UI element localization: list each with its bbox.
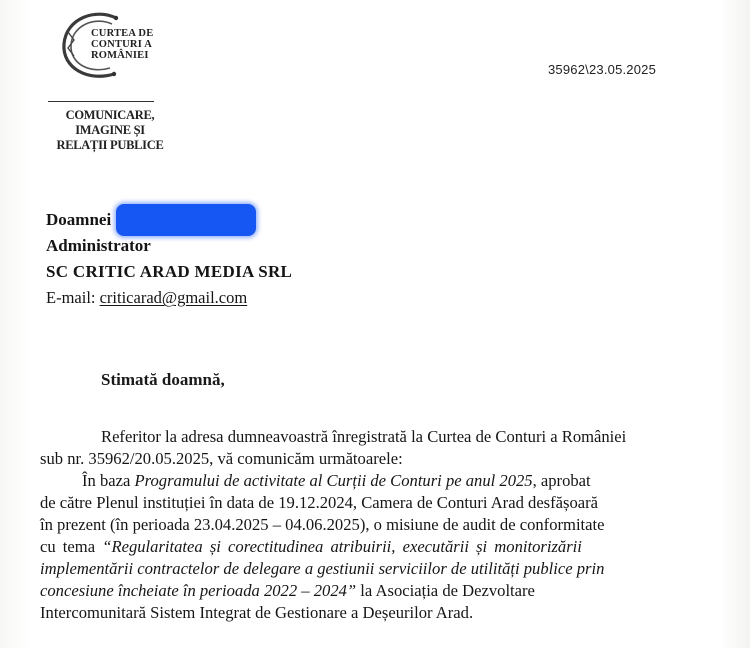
- body-line-5: în prezent (în perioada 23.04.2025 – 04.06.2025), o misiune de audit de conformitate: [40, 515, 605, 534]
- addressee-email-line: [46, 288, 247, 308]
- department-line-2: IMAGINE ȘI: [75, 123, 145, 137]
- body-line-2: sub nr. 35962/20.05.2025, vă comunicăm următoarele:: [40, 449, 403, 468]
- body-line-3-start: În baza: [82, 471, 135, 490]
- body-line-4: de către Plenul instituției în data de 19.12.2024, Camera de Conturi Arad desfășoară: [40, 493, 599, 512]
- body-line-3: [82, 471, 591, 491]
- body-line-1: Referitor la adresa dumneavoastră înregistrată la Curtea de Conturi a României: [101, 427, 627, 446]
- email-link[interactable]: criticarad@gmail.com: [99, 288, 248, 307]
- body-line-6: [40, 537, 582, 557]
- curtea-de-conturi-logo: [58, 10, 168, 82]
- logo-line-1: CURTEA DE: [91, 28, 154, 39]
- program-title: Programului de activitate al Curții de Conturi pe anul 2025: [134, 471, 533, 490]
- header-divider: [48, 101, 154, 102]
- department-line-3: RELAȚII PUBLICE: [56, 138, 164, 152]
- email-label: E-mail:: [46, 288, 100, 307]
- body-line-8: [40, 581, 535, 601]
- logo-line-2: CONTURI A: [91, 39, 153, 50]
- audit-theme-part-2: implementării contractelor de delegare a gestiunii serviciilor de utilități publice prin: [40, 559, 605, 578]
- audit-theme-part-1: “Regularitatea și corectitudinea atribuirii, executării și monitorizării: [102, 537, 582, 556]
- redacted-name-block: [116, 204, 256, 236]
- logo-wordmark: [91, 28, 153, 61]
- body-line-6-start: cu tema: [40, 537, 103, 556]
- addressee-company: SC CRITIC ARAD MEDIA SRL: [46, 262, 293, 281]
- department-line-1: COMUNICARE,: [65, 108, 155, 122]
- body-line-9: Intercomunitară Sistem Integrat de Gestionare a Deșeurilor Arad.: [40, 603, 474, 622]
- audit-theme-part-3: concesiune încheiate în perioada 2022 – 2024”: [40, 581, 357, 600]
- body-line-8-end: la Asociația de Dezvoltare: [356, 581, 535, 600]
- addressee-role: Administrator: [46, 236, 151, 255]
- body-line-3-end: , aprobat: [532, 471, 591, 490]
- body-line-7: [40, 559, 604, 579]
- document-reference-number: 35962\23.05.2025: [548, 62, 657, 77]
- logo-line-3: ROMÂNIEI: [91, 50, 149, 61]
- department-name: [48, 108, 172, 153]
- greeting: Stimată doamnă,: [101, 370, 225, 389]
- addressee-salutation: Doamnei: [46, 210, 112, 229]
